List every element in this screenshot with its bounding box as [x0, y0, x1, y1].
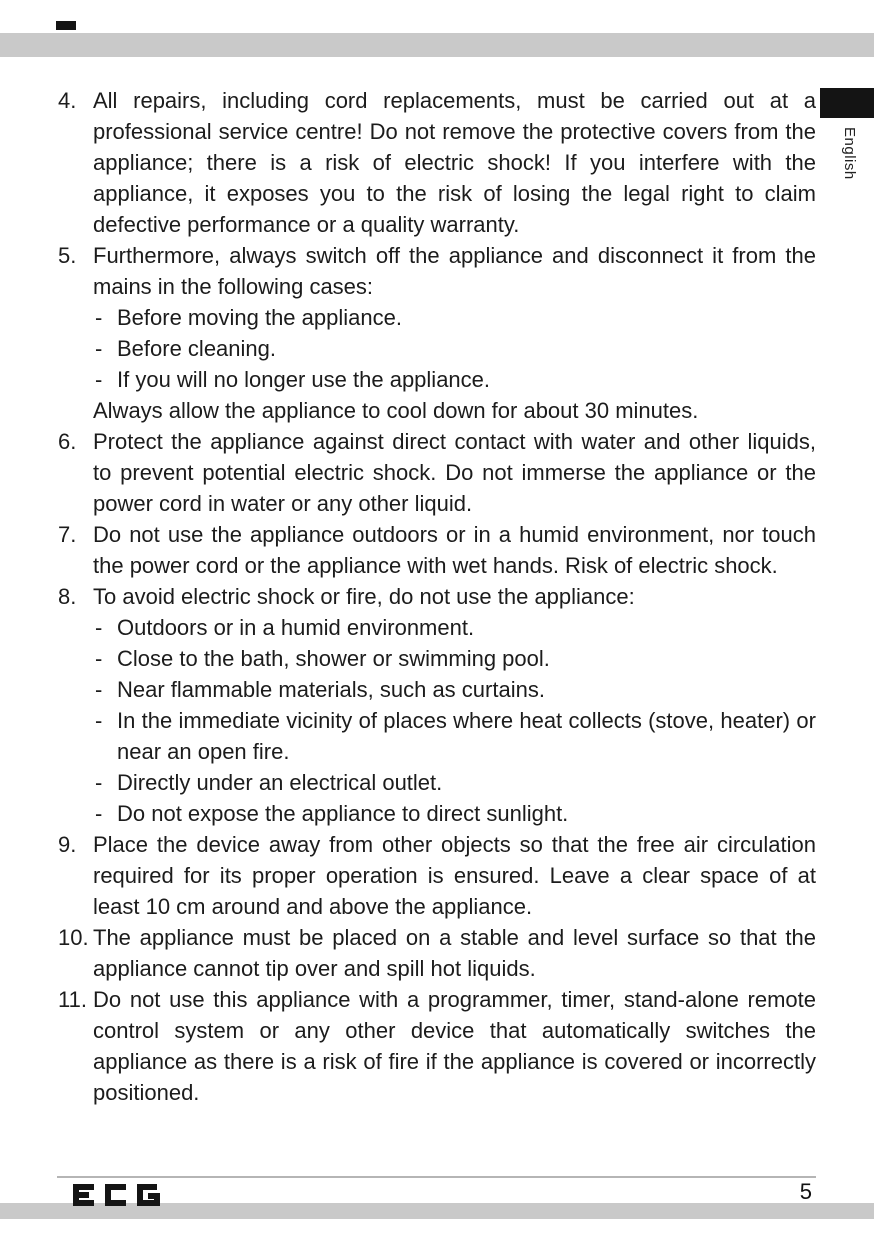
item-text: All repairs, including cord replacements, must be carried out at a professional service centre! Do not remove the protective covers from the appliance; there is a risk of electric shock! If you interfere with the appliance, it exposes you to the risk of losing the legal right to claim defective performance or a quality warranty.: [93, 88, 816, 237]
item-body: [93, 922, 816, 984]
item-text: Place the device away from other objects so that the free air circulation required for its proper operation is ensured. Leave a clear space of at least 10 cm around and above the appliance.: [93, 832, 816, 919]
sub-item: [93, 674, 816, 705]
sub-item-text: Before moving the appliance.: [117, 305, 402, 330]
sub-item: [93, 364, 816, 395]
item-number: 4.: [58, 88, 77, 113]
item-body: [93, 85, 816, 240]
dash-bullet: -: [95, 646, 103, 671]
item-number: 9.: [58, 832, 77, 857]
item-text: Protect the appliance against direct contact with water and other liquids, to prevent potential electric shock. Do not immerse the appliance or the power cord in water or any other liquid.: [93, 429, 816, 516]
sub-item-text: If you will no longer use the appliance.: [117, 367, 491, 392]
sub-item: [93, 705, 816, 767]
list-item: [58, 240, 816, 426]
dash-bullet: -: [95, 336, 103, 361]
sub-item: [93, 302, 816, 333]
list-item: [58, 829, 816, 922]
sub-item-text: Close to the bath, shower or swimming pool.: [117, 646, 550, 671]
dash-bullet: -: [95, 615, 103, 640]
item-text: Do not use the appliance outdoors or in a humid environment, nor touch the power cord or the appliance with wet hands. Risk of electric shock.: [93, 522, 816, 578]
item-body: [93, 984, 816, 1108]
sub-item: [93, 798, 816, 829]
dash-bullet: -: [95, 677, 103, 702]
dash-bullet: -: [95, 367, 103, 392]
item-text: The appliance must be placed on a stable and level surface so that the appliance cannot tip over and spill hot liquids.: [93, 925, 816, 981]
list-item: [58, 85, 816, 240]
ecg-logo: [70, 1183, 160, 1212]
item-body: [93, 519, 816, 581]
list-item: [58, 984, 816, 1108]
list-item: [58, 581, 816, 829]
sub-item-text: Outdoors or in a humid environment.: [117, 615, 475, 640]
sub-item: [93, 643, 816, 674]
item-body: [93, 829, 816, 922]
item-body: [93, 240, 816, 426]
item-number: 7.: [58, 522, 77, 547]
sub-item: [93, 612, 816, 643]
sub-item-text: Directly under an electrical outlet.: [117, 770, 443, 795]
item-number: 5.: [58, 243, 77, 268]
item-text: To avoid electric shock or fire, do not use the appliance:: [93, 584, 635, 609]
item-number: 11.: [58, 987, 87, 1012]
language-tab: [820, 88, 874, 118]
item-body: [93, 581, 816, 829]
dash-bullet: -: [95, 305, 103, 330]
dash-bullet: -: [95, 801, 103, 826]
footer-divider: [57, 1176, 816, 1178]
item-body: [93, 426, 816, 519]
sub-item-text: In the immediate vicinity of places where heat collects (stove, heater) or near an open fire.: [117, 708, 816, 764]
language-label: English: [841, 127, 858, 180]
item-number: 6.: [58, 429, 77, 454]
dash-bullet: -: [95, 770, 103, 795]
list-item: [58, 426, 816, 519]
print-mark: [56, 21, 76, 30]
dash-bullet: -: [95, 708, 103, 733]
item-text: Do not use this appliance with a programmer, timer, stand-alone remote control system or any other device that automatically switches the appliance as there is a risk of fire if the appliance is covered or incorrectly positioned.: [93, 987, 816, 1105]
item-note: Always allow the appliance to cool down for about 30 minutes.: [93, 398, 699, 423]
list-item: [58, 922, 816, 984]
item-text: Furthermore, always switch off the appliance and disconnect it from the mains in the following cases:: [93, 243, 816, 299]
sub-item: [93, 333, 816, 364]
safety-instructions-list: [58, 85, 816, 1108]
sub-item: [93, 767, 816, 798]
page-number: 5: [799, 1179, 812, 1204]
item-number: 10.: [58, 925, 89, 950]
item-number: 8.: [58, 584, 77, 609]
sub-item-text: Do not expose the appliance to direct sunlight.: [117, 801, 569, 826]
list-item: [58, 519, 816, 581]
sub-item-text: Before cleaning.: [117, 336, 276, 361]
top-band: [0, 33, 874, 57]
sub-item-text: Near flammable materials, such as curtains.: [117, 677, 545, 702]
